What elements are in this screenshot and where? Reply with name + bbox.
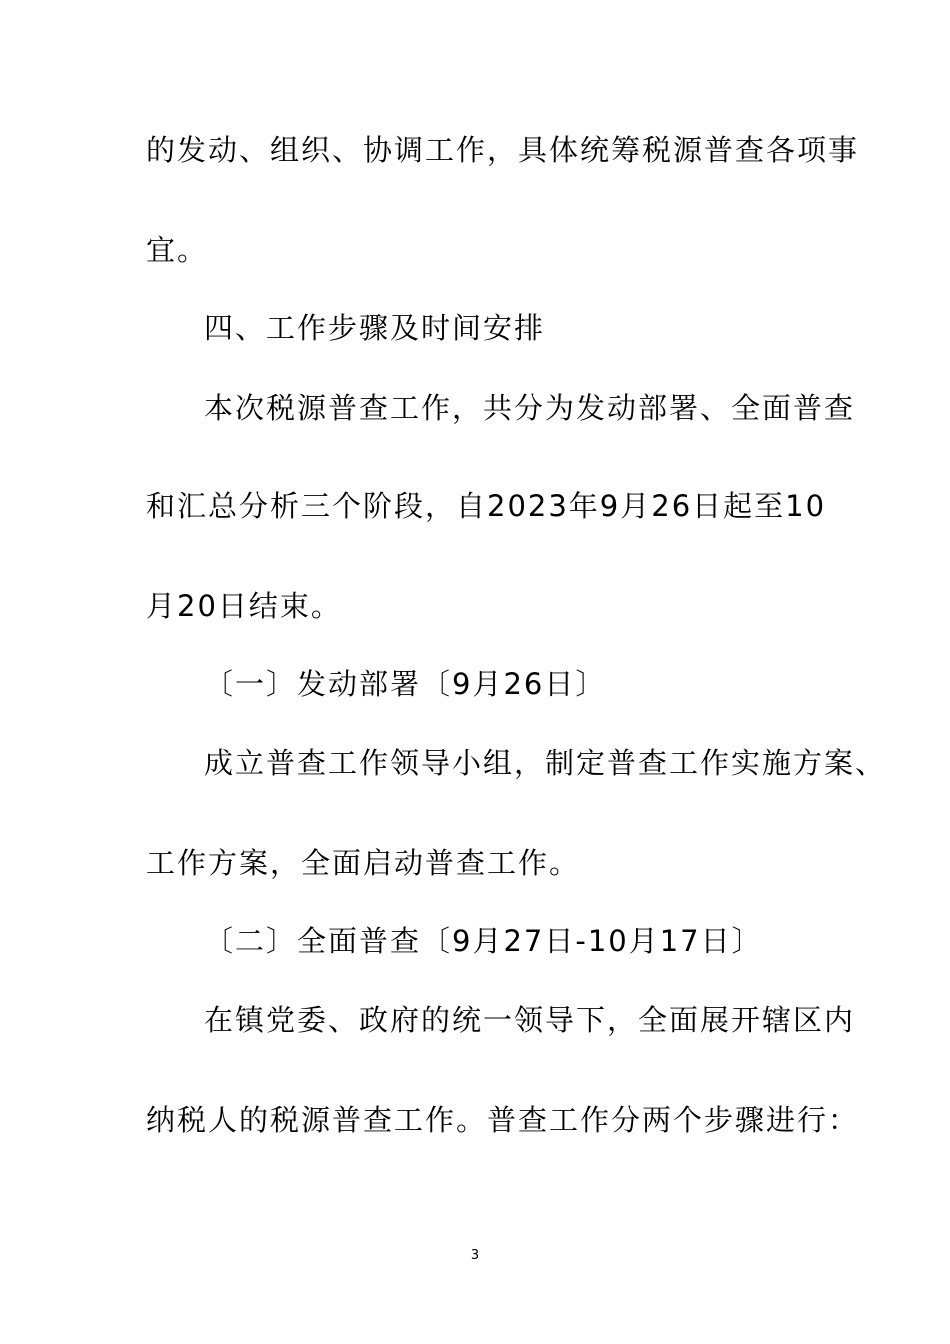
section-heading: 四、工作步骤及时间安排: [204, 311, 546, 345]
paragraph-line: 宜。: [146, 233, 209, 267]
page-number: 3: [470, 1248, 480, 1263]
paragraph-line: 纳税人的税源普查工作。普查工作分两个步骤进行：: [146, 1103, 860, 1137]
subsection-heading: 〔二〕全面普查〔9月27日-10月17日〕: [204, 924, 763, 958]
paragraph-line: 月20日结束。: [146, 589, 342, 623]
subsection-heading: 〔一〕发动部署〔9月26日〕: [204, 667, 607, 701]
paragraph-line: 的发动、组织、协调工作，具体统筹税源普查各项事: [146, 133, 860, 167]
paragraph-line: 成立普查工作领导小组，制定普查工作实施方案、: [204, 746, 887, 780]
paragraph-line: 工作方案，全面启动普查工作。: [146, 846, 581, 880]
paragraph-line: 在镇党委、政府的统一领导下，全面展开辖区内: [204, 1003, 856, 1037]
paragraph-line: 本次税源普查工作，共分为发动部署、全面普查: [204, 391, 856, 425]
paragraph-line: 和汇总分析三个阶段，自2023年9月26日起至10: [146, 489, 827, 523]
